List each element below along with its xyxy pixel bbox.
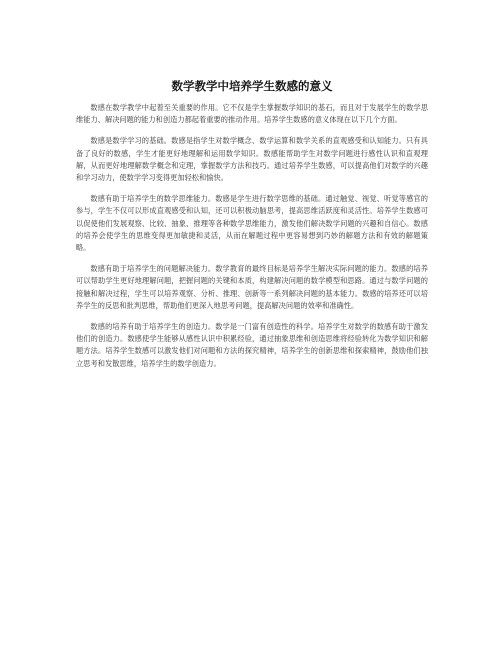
- paragraph-thinking: 数感有助于培养学生的数学思维能力。数感是学生进行数学思维的基础。通过触觉、视觉、听觉等感官的参与，学生不仅可以形成直观感受和认知，还可以积极动脑思考，提高思维活跃度和灵活性。培养学生数感可以促使他们发展观察、比较、抽象、推理等各种数学思维能力，激发他们解决数学问题的兴趣和自信心。数感的培养会使学生的思维变得更加敏捷和灵活，从而在解题过程中更容易想到巧妙的解题方法和有效的解题策略。: [76, 194, 428, 253]
- document-title: 数学教学中培养学生数感的意义: [171, 79, 333, 93]
- paragraph-foundation: 数感是数学学习的基础。数感是指学生对数学概念、数学运算和数学关系的直观感受和认知能力。只有具备了良好的数感，学生才能更好地理解和运用数学知识。数感能帮助学生对数学问题进行感性认识和直观理解，从而更好地理解数学概念和定理，掌握数学方法和技巧。通过培养学生数感，可以提高他们对数学的兴趣和学习动力，使数学学习变得更加轻松和愉快。: [76, 136, 428, 183]
- document-body: [76, 78, 428, 379]
- paragraph-problem-solving: 数感有助于培养学生的问题解决能力。数学教育的最终目标是培养学生解决实际问题的能力。数感的培养可以帮助学生更好地理解问题，把握问题的关键和本质，构建解决问题的数学模型和思路。通过与数学问题的接触和解决过程，学生可以培养观察、分析、推理、创新等一系列解决问题的基本能力。数感的培养还可以培养学生的反思和批判思维，帮助他们更深入地思考问题，提高解决问题的效率和准确性。: [76, 264, 428, 310]
- paragraph-creativity: 数感的培养有助于培养学生的创造力。数学是一门富有创造性的科学。培养学生对数学的数感有助于激发他们的创造力。数感使学生能够从感性认识中积累经验，通过抽象思维和创造思维将经验转化为数学知识和解题方法。培养学生数感可以激发他们对问题和方法的探究精神，培养学生的创新思维和探索精神，鼓励他们独立思考和发散思维，培养学生的数学创造力。: [76, 322, 428, 368]
- paragraph-intro: 数感在数学教学中起着至关重要的作用。它不仅是学生掌握数学知识的基石，而且对于发展学生的数学思维能力、解决问题的能力和创造力都起着重要的推动作用。培养学生数感的意义体现在以下几个方面。: [76, 103, 428, 125]
